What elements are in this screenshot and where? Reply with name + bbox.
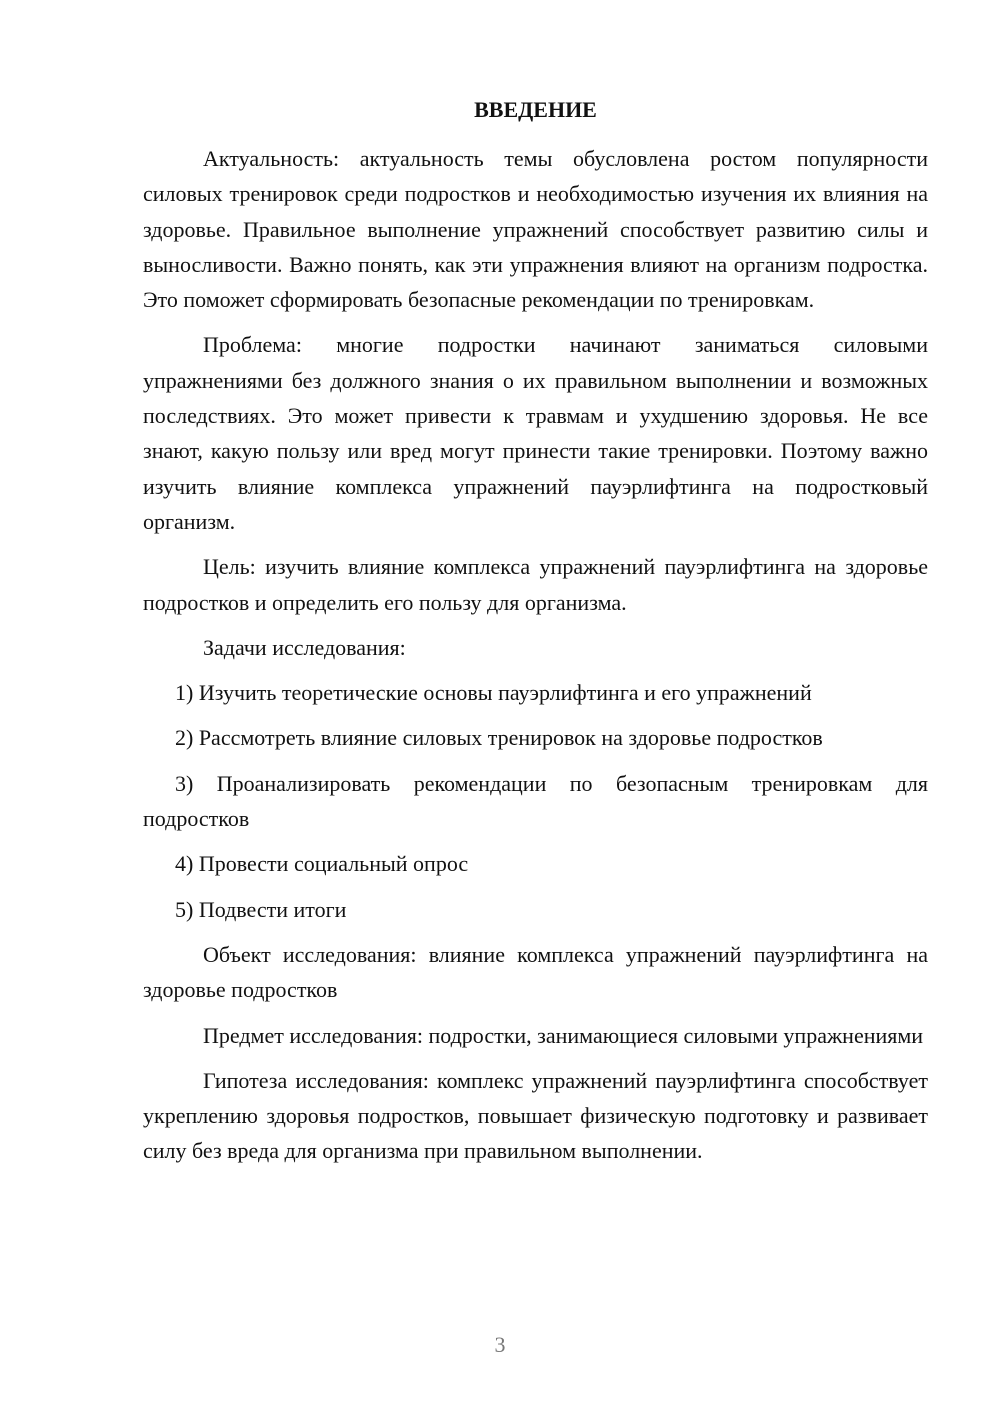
tasks-heading: Задачи исследования:	[203, 634, 406, 660]
task-item: 2) Рассмотреть влияние силовых тренировок на здоровье подростков	[175, 725, 823, 751]
task-item: 1) Изучить теоретические основы пауэрлифтинга и его упражнений	[175, 680, 812, 706]
page-title: ВВЕДЕНИЕ	[474, 97, 597, 122]
subject-paragraph: Предмет исследования: подростки, занимающиеся силовыми упражнениями	[203, 1022, 924, 1048]
problem-paragraph: Проблема: многие подростки начинают заниматься силовыми упражнениями без должного знания о их правильном выполнении и возможных последствиях. Это может привести к травмам и ухудшению здоровья. Не все знают, какую пользу или вред могут принести такие тренировки. Поэтому важно изучить влияние комплекса упражнений пауэрлифтинга на подростковый организм.	[143, 332, 928, 534]
relevance-paragraph: Актуальность: актуальность темы обусловлена ростом популярности силовых тренировок среди подростков и необходимостью изучения их влияния на здоровье. Правильное выполнение упражнений способствует развитию силы и выносливости. Важно понять, как эти упражнения влияют на организм подростка. Это поможет сформировать безопасные рекомендации по тренировкам.	[143, 146, 928, 313]
object-paragraph: Объект исследования: влияние комплекса упражнений пауэрлифтинга на здоровье подростков	[143, 941, 928, 1003]
goal-paragraph: Цель: изучить влияние комплекса упражнений пауэрлифтинга на здоровье подростков и определить его пользу для организма.	[143, 554, 928, 615]
hypothesis-paragraph: Гипотеза исследования: комплекс упражнений пауэрлифтинга способствует укреплению здоровья подростков, повышает физическую подготовку и развивает силу без вреда для организма при правильном выполнении.	[143, 1067, 928, 1164]
task-item: 5) Подвести итоги	[175, 896, 347, 922]
page-number: 3	[494, 1332, 506, 1357]
task-item: 4) Провести социальный опрос	[175, 851, 469, 877]
document-body	[143, 93, 928, 1179]
task-item: 3) Проанализировать рекомендации по безопасным тренировкам для подростков	[143, 770, 928, 832]
